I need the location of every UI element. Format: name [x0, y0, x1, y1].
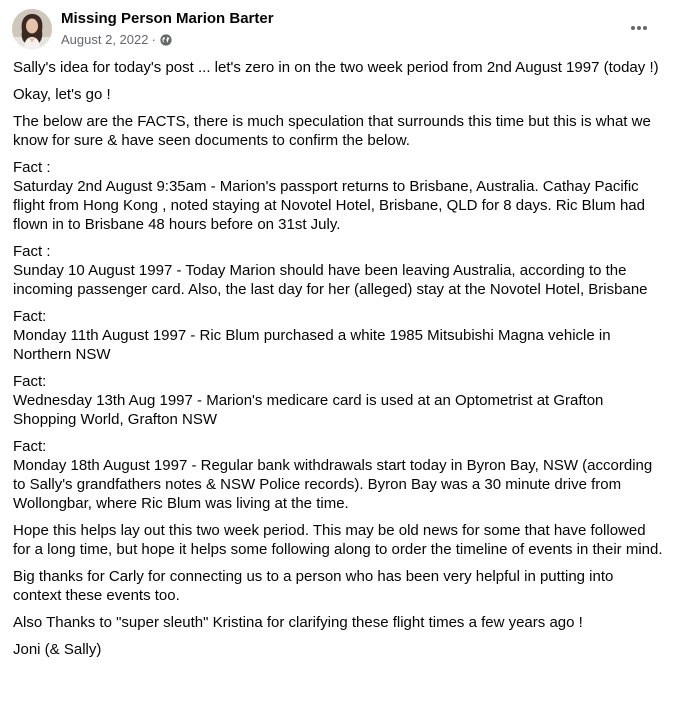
post-paragraph-facts-intro: The below are the FACTS, there is much speculation that surrounds this time but this is what we know for sure & have seen documents to confirm the below. [13, 113, 651, 149]
post-paragraph-summary: Hope this helps lay out this two week period. This may be old news for some that have followed for a long time, but hope it helps some following along to order the timeline of events in their mind. [13, 522, 663, 558]
post-paragraph-go: Okay, let's go ! [13, 86, 111, 103]
post-paragraph-fact-2: Fact : Sunday 10 August 1997 - Today Marion should have been leaving Australia, according to the incoming passenger card. Also, the last day for her (alleged) stay at the Novotel Hotel, Brisbane [13, 243, 648, 298]
post-meta [61, 32, 172, 47]
more-options-button[interactable] [623, 12, 655, 44]
avatar-photo [12, 9, 52, 49]
post-date[interactable]: August 2, 2022 [61, 32, 149, 47]
post-header [12, 8, 661, 52]
globe-icon[interactable] [160, 34, 172, 46]
post-paragraph-fact-4: Fact: Wednesday 13th Aug 1997 - Marion's medicare card is used at an Optometrist at Grafton Shopping World, Grafton NSW [13, 373, 604, 428]
post-paragraph-fact-3: Fact: Monday 11th August 1997 - Ric Blum purchased a white 1985 Mitsubishi Magna vehicle in Northern NSW [13, 308, 611, 363]
post-paragraph-intro: Sally's idea for today's post ... let's zero in on the two week period from 2nd August 1997 (today !) [13, 59, 659, 76]
post-paragraph-thanks-carly: Big thanks for Carly for connecting us to a person who has been very helpful in putting into context these events too. [13, 568, 614, 604]
post-body [13, 58, 665, 667]
more-options-icon [630, 25, 648, 31]
avatar[interactable] [12, 9, 52, 49]
author-name[interactable]: Missing Person Marion Barter [61, 10, 274, 27]
post-paragraph-fact-5: Fact: Monday 18th August 1997 - Regular bank withdrawals start today in Byron Bay, NSW (according to Sally's grandfathers notes & NSW Police records). Byron Bay was a 30 minute drive from Wollongbar, where Ric Blum was living at the time. [13, 438, 653, 512]
post-paragraph-signoff: Joni (& Sally) [13, 641, 102, 658]
post-paragraph-thanks-kristina: Also Thanks to "super sleuth" Kristina for clarifying these flight times a few years ago ! [13, 614, 583, 631]
meta-separator: · [151, 32, 156, 47]
post-paragraph-fact-1: Fact : Saturday 2nd August 9:35am - Marion's passport returns to Brisbane, Australia. Cathay Pacific flight from Hong Kong , noted staying at Novotel Hotel, Brisbane, QLD for 8 days. Ric Blum had flown in to Brisbane 48 hours before on 31st July. [13, 159, 645, 233]
